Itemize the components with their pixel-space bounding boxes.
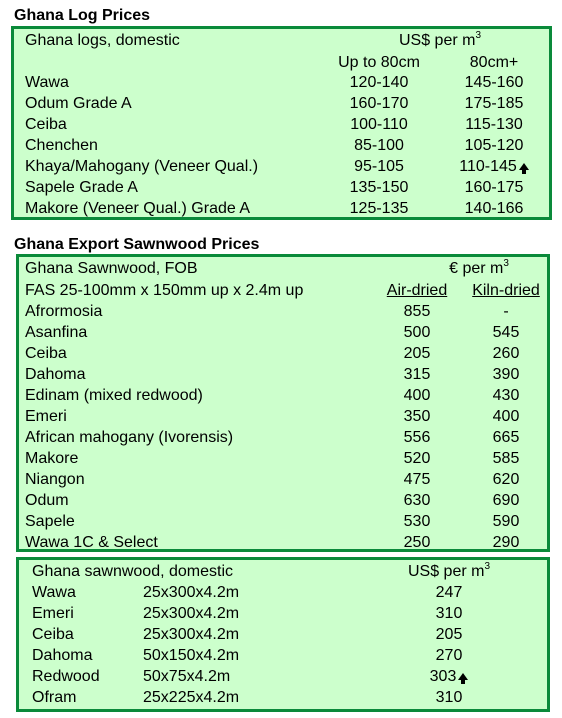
export-row-kiln-dried: 260 xyxy=(492,345,520,362)
log-unit-text: US$ per m xyxy=(398,32,476,49)
export-unit-text: € per m xyxy=(449,260,504,277)
domestic-row-name: Ofram xyxy=(32,689,77,706)
log-row-name: Makore (Veneer Qual.) Grade A xyxy=(25,200,250,217)
log-unit xyxy=(370,31,510,51)
export-row-kiln-dried: 585 xyxy=(492,450,520,467)
log-row-name: Khaya/Mahogany (Veneer Qual.) xyxy=(25,158,259,175)
export-unit xyxy=(409,259,549,279)
export-row-air-dried: 855 xyxy=(403,303,431,320)
log-row-upto80: 100-110 xyxy=(350,116,408,133)
log-row-80plus: 105-120 xyxy=(464,137,524,154)
log-row-name: Sapele Grade A xyxy=(25,179,138,196)
export-row-kiln-dried: 665 xyxy=(492,429,520,446)
domestic-row-name: Emeri xyxy=(32,605,74,622)
export-row-air-dried: 500 xyxy=(403,324,431,341)
export-row-name: Niangon xyxy=(25,471,85,488)
export-prices-box xyxy=(16,254,550,552)
domestic-row-name: Ceiba xyxy=(32,626,74,643)
log-row-80plus: 115-130 xyxy=(465,116,523,133)
up-arrow-icon xyxy=(458,673,468,680)
log-row-80plus: 175-185 xyxy=(464,95,524,112)
export-row-kiln-dried: 390 xyxy=(492,366,520,383)
log-row-80plus: 140-166 xyxy=(464,200,524,217)
domestic-row-size: 50x150x4.2m xyxy=(143,647,240,664)
log-prices-box xyxy=(11,26,552,220)
domestic-row-price: 303 xyxy=(399,667,499,687)
up-arrow-icon xyxy=(519,163,529,170)
export-row-name: Edinam (mixed redwood) xyxy=(25,387,203,404)
domestic-row-price: 310 xyxy=(435,605,463,622)
export-row-kiln-dried: - xyxy=(503,303,509,320)
log-prices-title: Ghana Log Prices xyxy=(14,7,151,24)
export-row-kiln-dried: 590 xyxy=(492,513,520,530)
log-row-upto80: 135-150 xyxy=(349,179,409,196)
export-row-air-dried: 400 xyxy=(403,387,431,404)
export-col2-header: Kiln-dried xyxy=(472,282,540,299)
export-row-kiln-dried: 690 xyxy=(492,492,520,509)
domestic-heading: Ghana sawnwood, domestic xyxy=(32,563,233,580)
export-row-kiln-dried: 400 xyxy=(492,408,520,425)
export-row-name: Afrormosia xyxy=(25,303,103,320)
log-heading: Ghana logs, domestic xyxy=(25,32,180,49)
domestic-row-price: 247 xyxy=(435,584,463,601)
domestic-row-size: 25x300x4.2m xyxy=(143,626,240,643)
domestic-row-price: 310 xyxy=(435,689,463,706)
domestic-unit-sup: 3 xyxy=(484,561,491,572)
export-row-air-dried: 556 xyxy=(403,429,431,446)
log-row-upto80: 160-170 xyxy=(349,95,409,112)
export-row-air-dried: 530 xyxy=(403,513,431,530)
domestic-row-price: 205 xyxy=(435,626,463,643)
domestic-unit xyxy=(379,562,519,582)
domestic-row-size: 25x225x4.2m xyxy=(143,689,240,706)
export-row-air-dried: 630 xyxy=(403,492,431,509)
export-col1-header: Air-dried xyxy=(386,282,448,299)
domestic-prices-box xyxy=(16,557,550,712)
log-col1-header: Up to 80cm xyxy=(338,54,420,71)
export-row-name: Emeri xyxy=(25,408,67,425)
log-row-upto80: 125-135 xyxy=(349,200,409,217)
export-row-air-dried: 475 xyxy=(403,471,431,488)
log-row-upto80: 85-100 xyxy=(354,137,404,154)
log-row-80plus: 110-145 xyxy=(434,157,554,177)
log-row-80plus: 160-175 xyxy=(464,179,524,196)
export-row-name: Makore xyxy=(25,450,79,467)
export-row-name: Asanfina xyxy=(25,324,88,341)
export-row-name: Ceiba xyxy=(25,345,67,362)
export-row-air-dried: 250 xyxy=(403,534,431,551)
export-prices-title: Ghana Export Sawnwood Prices xyxy=(14,236,260,253)
log-row-name: Ceiba xyxy=(25,116,67,133)
export-row-air-dried: 520 xyxy=(403,450,431,467)
domestic-row-price: 270 xyxy=(435,647,463,664)
domestic-row-size: 25x300x4.2m xyxy=(143,584,240,601)
log-row-name: Chenchen xyxy=(25,137,98,154)
domestic-row-name: Wawa xyxy=(32,584,76,601)
domestic-row-name: Redwood xyxy=(32,668,100,685)
log-row-80plus: 145-160 xyxy=(464,74,524,91)
export-row-name: African mahogany (Ivorensis) xyxy=(25,429,234,446)
log-row-upto80: 120-140 xyxy=(349,74,409,91)
export-row-kiln-dried: 620 xyxy=(492,471,520,488)
domestic-unit-text: US$ per m xyxy=(407,563,485,580)
log-row-name: Wawa xyxy=(25,74,69,91)
export-row-name: Sapele xyxy=(25,513,75,530)
log-row-name: Odum Grade A xyxy=(25,95,132,112)
export-unit-sup: 3 xyxy=(503,258,509,269)
export-row-kiln-dried: 545 xyxy=(492,324,520,341)
export-row-kiln-dried: 430 xyxy=(492,387,520,404)
export-row-name: Dahoma xyxy=(25,366,86,383)
export-row-air-dried: 350 xyxy=(403,408,431,425)
domestic-row-name: Dahoma xyxy=(32,647,93,664)
export-row-air-dried: 315 xyxy=(403,366,431,383)
export-row-kiln-dried: 290 xyxy=(492,534,520,551)
export-row-air-dried: 205 xyxy=(403,345,431,362)
log-unit-sup: 3 xyxy=(475,30,482,41)
log-col2-header: 80cm+ xyxy=(469,54,519,71)
export-row-name: Odum xyxy=(25,492,69,509)
domestic-row-size: 25x300x4.2m xyxy=(143,605,240,622)
log-row-upto80: 95-105 xyxy=(354,158,404,175)
export-spec: FAS 25-100mm x 150mm up x 2.4m up xyxy=(25,282,304,299)
domestic-row-size: 50x75x4.2m xyxy=(143,668,231,685)
export-heading: Ghana Sawnwood, FOB xyxy=(25,260,198,277)
export-row-name: Wawa 1C & Select xyxy=(25,534,158,551)
